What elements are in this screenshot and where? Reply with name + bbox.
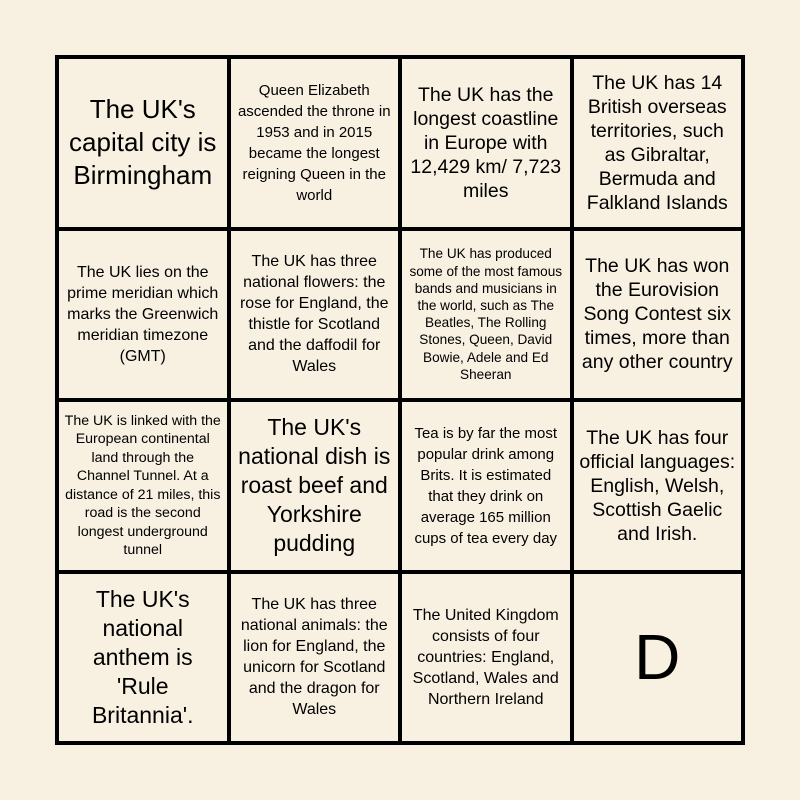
cell-text: The UK has produced some of the most famous bands and musicians in the world, such as The Beatles, The Rolling Stones, Queen, David Bowie, Adele and Ed Sheeran [409, 246, 563, 382]
cell-text: The UK's national anthem is 'Rule Britannia'. [91, 585, 194, 728]
bingo-cell-free[interactable] [574, 574, 742, 742]
bingo-cell-2[interactable] [231, 59, 399, 227]
bingo-cell-8[interactable] [574, 231, 742, 399]
bingo-cell-12[interactable] [574, 402, 742, 570]
cell-text: The UK has the longest coastline in Europe with 12,429 km/ 7,723 miles [410, 83, 562, 202]
cell-text: The UK has won the Eurovision Song Contest six times, more than any other country [581, 255, 733, 374]
free-space-letter: D [634, 621, 681, 694]
bingo-board [55, 55, 745, 745]
bingo-cell-5[interactable] [59, 231, 227, 399]
bingo-cell-13[interactable] [59, 574, 227, 742]
bingo-cell-11[interactable] [402, 402, 570, 570]
bingo-cell-4[interactable] [574, 59, 742, 227]
bingo-cell-6[interactable] [231, 231, 399, 399]
cell-text: Queen Elizabeth ascended the throne in 1953 and in 2015 became the longest reigning Queen in the world [237, 81, 391, 204]
cell-text: The UK's capital city is Birmingham [69, 94, 217, 191]
bingo-cell-10[interactable] [231, 402, 399, 570]
cell-text: The UK lies on the prime meridian which marks the Greenwich meridian timezone (GMT) [67, 263, 219, 365]
bingo-cell-14[interactable] [231, 574, 399, 742]
cell-text: The UK has three national animals: the lion for England, the unicorn for Scotland and the dragon for Wales [240, 596, 388, 719]
cell-text: The UK has four official languages: English, Welsh, Scottish Gaelic and Irish. [579, 426, 736, 545]
cell-text: Tea is by far the most popular drink among Brits. It is estimated that they drink on average 165 million cups of tea every day [414, 424, 558, 547]
cell-text: The UK is linked with the European continental land through the Channel Tunnel. At a distance of 21 miles, this road is the second longest underground tunnel [64, 412, 221, 559]
bingo-cell-9[interactable] [59, 402, 227, 570]
cell-text: The UK has three national flowers: the rose for England, the thistle for Scotland and the daffodil for Wales [239, 253, 389, 376]
bingo-cell-3[interactable] [402, 59, 570, 227]
bingo-cell-7[interactable] [402, 231, 570, 399]
bingo-cell-1[interactable] [59, 59, 227, 227]
cell-text: The UK has 14 British overseas territories, such as Gibraltar, Bermuda and Falkland Islands [586, 71, 728, 214]
cell-text: The United Kingdom consists of four countries: England, Scotland, Wales and Northern Ireland [412, 606, 559, 708]
bingo-cell-15[interactable] [402, 574, 570, 742]
cell-text: The UK's national dish is roast beef and Yorkshire pudding [238, 414, 391, 557]
